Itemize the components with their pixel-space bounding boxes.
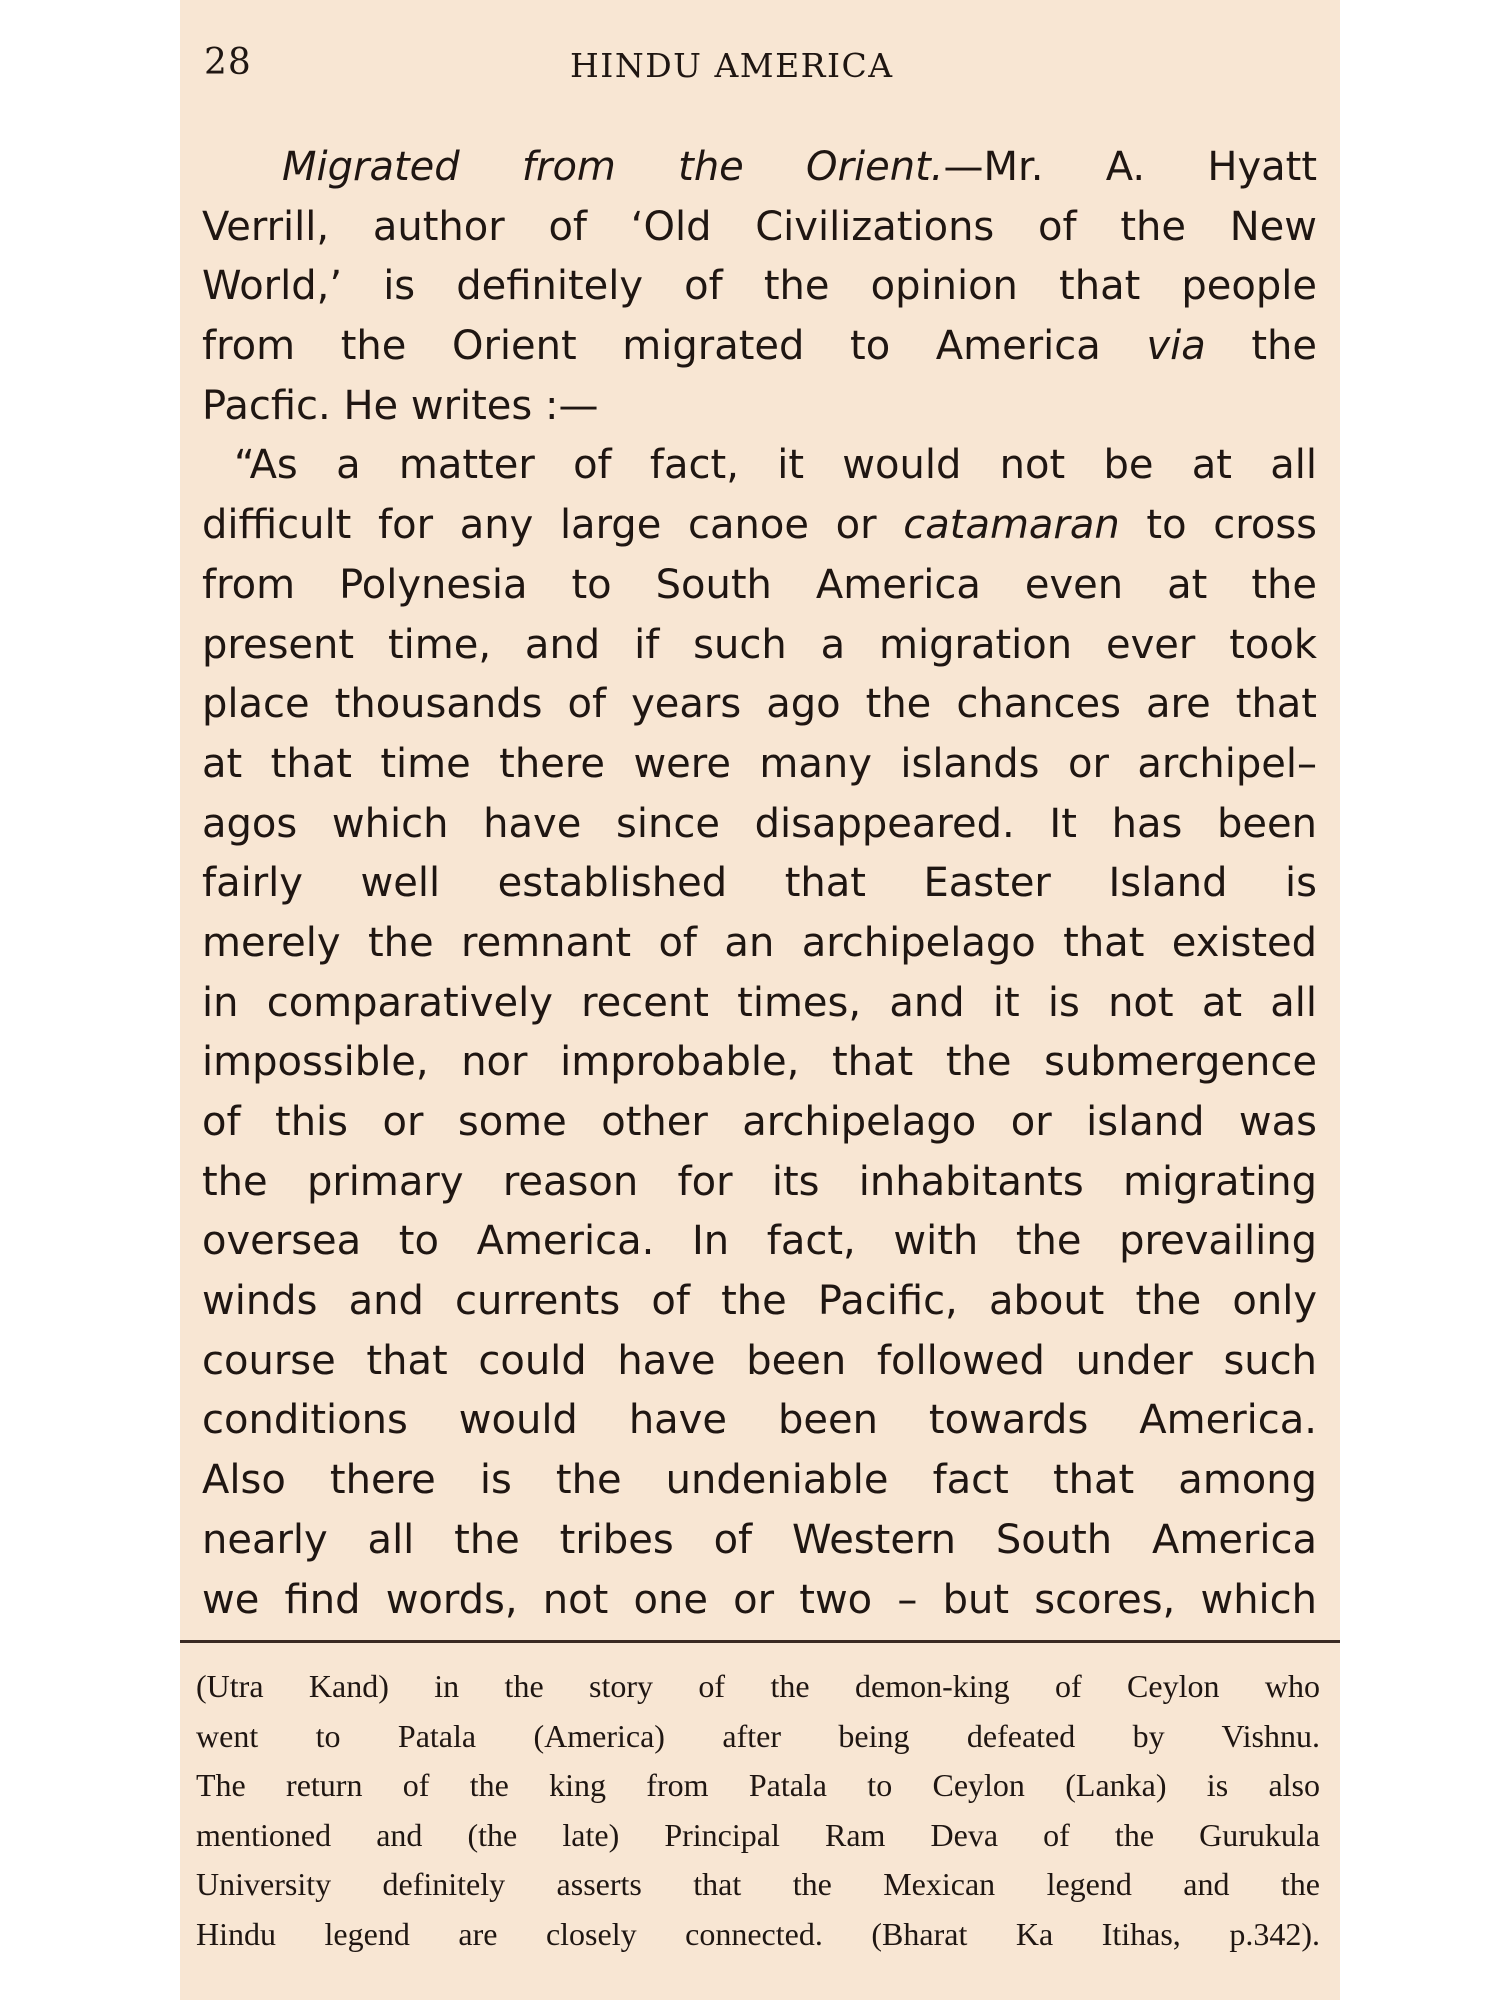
paragraph-line: of this or some other archipelago or island was — [202, 1099, 1317, 1145]
paragraph-line: Pacfic. He writes :— — [202, 382, 599, 429]
paragraph-line: “As a matter of fact, it would not be at all — [234, 442, 1317, 489]
paragraph-line: nearly all the tribes of Western South America — [202, 1516, 1317, 1563]
paragraph-line: Also there is the undeniable fact that among — [202, 1457, 1317, 1504]
footnote-line: Hindu legend are closely connected. (Bharat Ka Itihas, p.342). — [196, 1915, 1320, 1952]
footnote-line: University definitely asserts that the Mexican legend and the — [196, 1866, 1320, 1902]
running-title: HINDU AMERICA — [570, 46, 894, 85]
section-heading: Migrated from the Orient. — [282, 144, 944, 190]
paragraph-line: the primary reason for its inhabitants migrating — [202, 1158, 1317, 1205]
paragraph-line: place thousands of years ago the chances are that — [202, 681, 1317, 728]
italic-word: catamaran — [903, 502, 1120, 549]
text-span: —Mr. A. Hyatt — [943, 144, 1318, 190]
paragraph-line: we find words, not one or two – but scores, which — [202, 1576, 1317, 1623]
paragraph-line: from Polynesia to South America even at the — [202, 561, 1317, 608]
paragraph-line: winds and currents of the Pacific, about the only — [202, 1278, 1317, 1325]
paragraph-line: agos which have since disappeared. It has been — [202, 800, 1317, 847]
footnote-line: mentioned and (the late) Principal Ram Deva of the Gurukula — [196, 1816, 1320, 1853]
paragraph-line: Verrill, author of ‘Old Civilizations of the New — [202, 203, 1317, 250]
page-number: 28 — [204, 42, 252, 83]
text-span: from the Orient migrated to America — [202, 323, 1147, 370]
paragraph-line: course that could have been followed under such — [202, 1337, 1317, 1384]
footnote-line: went to Patala (America) after being defeated by Vishnu. — [196, 1717, 1320, 1754]
paragraph-line: at that time there were many islands or archipel– — [202, 740, 1317, 787]
footnote-line: (Utra Kand) in the story of the demon-king of Ceylon who — [196, 1668, 1320, 1704]
footnote-divider — [180, 1640, 1340, 1643]
paragraph-line: conditions would have been towards America. — [202, 1397, 1317, 1444]
text-span: the — [1205, 323, 1318, 370]
italic-word: via — [1146, 323, 1206, 370]
book-page — [180, 0, 1340, 2000]
paragraph-line — [202, 138, 1317, 198]
body-text — [202, 138, 1317, 1630]
footnote — [196, 1662, 1320, 1959]
paragraph-line: impossible, nor improbable, that the submergence — [202, 1039, 1317, 1086]
paragraph-line: present time, and if such a migration ever took — [202, 621, 1317, 668]
paragraph-line: oversea to America. In fact, with the prevailing — [202, 1218, 1317, 1265]
paragraph-line — [202, 317, 1317, 377]
paragraph-line: merely the remnant of an archipelago that existed — [202, 919, 1317, 966]
paragraph-line: fairly well established that Easter Island is — [202, 860, 1317, 907]
paragraph-line — [202, 496, 1317, 556]
text-span: difficult for any large canoe or — [202, 502, 904, 549]
footnote-line: The return of the king from Patala to Ceylon (Lanka) is also — [196, 1767, 1320, 1803]
paragraph-line: in comparatively recent times, and it is not at all — [202, 979, 1317, 1026]
text-span: to cross — [1119, 502, 1317, 549]
paragraph-line: World,’ is definitely of the opinion that people — [202, 263, 1317, 310]
